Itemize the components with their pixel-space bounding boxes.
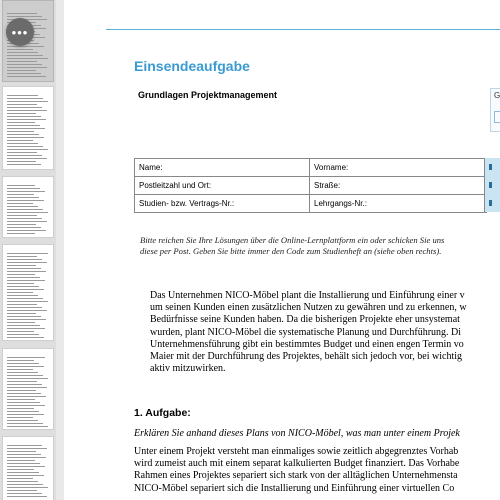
thumbnail-text-line: [7, 366, 44, 367]
thumbnail-text-line: [7, 101, 48, 102]
thumbnail-text-line: [7, 334, 39, 335]
thumbnail-text-line: [7, 328, 45, 329]
thumbnail-text-line: [7, 451, 36, 452]
thumbnail-text-line: [7, 185, 35, 186]
thumbnail-text-line: [7, 55, 43, 56]
thumbnail-text-line: [7, 256, 37, 257]
thumbnail-text-line: [7, 280, 45, 281]
table-side-column: [484, 158, 500, 212]
thumbnail-text-line: [7, 357, 45, 358]
thumbnail-text-line: [7, 113, 36, 114]
thumbnail-text-line: [7, 67, 47, 68]
thumbnail-text-line: [7, 393, 41, 394]
contract-number-field: Studien- bzw. Vertrags-Nr.:: [135, 195, 310, 213]
thumbnail-text-line: [7, 369, 33, 370]
first-name-field: Vorname:: [310, 159, 487, 177]
thumbnail-text-line: [7, 298, 43, 299]
thumbnail-text-line: [7, 164, 41, 165]
task-heading: 1. Aufgabe:: [134, 407, 191, 419]
thumbnail-text-line: [7, 149, 48, 150]
student-info-table: [134, 158, 487, 213]
task-question: Erklären Sie anhand dieses Plans von NICO-Möbel, was man unter einem Projek: [134, 428, 460, 439]
thumbnail-text-line: [7, 396, 46, 397]
thumbnail-text-line: [7, 337, 44, 338]
thumbnail-text-line: [7, 200, 44, 201]
thumbnail-text-line: [7, 212, 48, 213]
thumbnail-text-line: [7, 155, 42, 156]
text-line: wird zumeist auch mit einem separat kalkulierten Budget finanziert. Das Vorhabe: [134, 458, 460, 470]
thumbnail-text-line: [7, 104, 37, 105]
thumbnail-text-line: [7, 271, 46, 272]
thumbnail-text-line: [7, 277, 40, 278]
text-line: aktiv mitzuwirken.: [150, 363, 226, 375]
thumbnail-text-line: [7, 417, 33, 418]
document-subtitle: Grundlagen Projektmanagement: [138, 90, 278, 100]
page-thumbnail-4[interactable]: [2, 244, 54, 341]
thumbnail-text-line: [7, 463, 40, 464]
thumbnail-text-line: [7, 128, 45, 129]
thumbnail-text-line: [7, 209, 43, 210]
text-line: Das Unternehmen NICO-Möbel plant die Installierung und Einführung einer v: [150, 290, 465, 301]
thumbnail-text-line: [7, 110, 47, 111]
text-line: um seinen Kunden einen zusätzlichen Nutzen zu gewähren und zu erkennen, w: [150, 302, 467, 314]
page-thumbnail-3[interactable]: [2, 176, 54, 238]
thumbnail-text-line: [7, 454, 41, 455]
thumbnail-text-line: [7, 61, 37, 62]
answer-paragraph: [134, 446, 459, 495]
thumbnail-text-line: [7, 363, 39, 364]
thumbnail-text-line: [7, 402, 40, 403]
thumbnail-text-line: [7, 206, 38, 207]
thumbnail-text-line: [7, 490, 37, 491]
thumbnail-text-line: [7, 16, 42, 17]
thumbnail-text-line: [7, 301, 48, 302]
thumbnail-text-line: [7, 95, 38, 96]
thumbnail-text-line: [7, 319, 46, 320]
thumbnail-text-line: [7, 466, 45, 467]
thumbnail-text-line: [7, 107, 42, 108]
thumbnail-text-line: [7, 203, 33, 204]
thumbnail-text-line: [7, 307, 42, 308]
page-thumbnail-5[interactable]: [2, 348, 54, 430]
page-thumbnail-6[interactable]: [2, 436, 54, 500]
page-thumbnail-2[interactable]: [2, 86, 54, 170]
table-row: [135, 177, 487, 195]
name-field: Name:: [135, 159, 310, 177]
thumbnail-text-line: [7, 487, 48, 488]
thumbnail-text-line: [7, 387, 47, 388]
thumbnail-text-line: [7, 161, 36, 162]
thumbnail-text-line: [7, 125, 40, 126]
code-box-label: G: [494, 91, 500, 100]
thumbnail-text-line: [7, 484, 43, 485]
thumbnail-text-line: [7, 310, 47, 311]
text-line: Bedürfnisse seine Kunden haben. Da die bisherigen Projekte eher unsystemat: [150, 314, 460, 326]
thumbnail-text-line: [7, 295, 38, 296]
thumbnail-text-line: [7, 46, 44, 47]
thumbnail-text-line: [7, 283, 34, 284]
thumbnail-text-line: [7, 316, 41, 317]
thumbnail-text-line: [7, 313, 36, 314]
thumbnail-text-line: [7, 52, 38, 53]
thumbnail-text-line: [7, 265, 36, 266]
thumbnail-text-line: [7, 292, 33, 293]
thumbnail-text-line: [7, 378, 48, 379]
thumbnail-text-line: [7, 478, 33, 479]
thumbnail-text-line: [7, 331, 34, 332]
thumbnail-text-line: [7, 253, 48, 254]
thumbnail-text-line: [7, 137, 44, 138]
text-line: Unter einem Projekt versteht man einmaliges sowie zeitlich abgegrenztes Vorhab: [134, 446, 459, 457]
thumbnail-text-line: [7, 274, 35, 275]
submission-note: [140, 235, 494, 257]
thumbnail-text-line: [7, 493, 42, 494]
thumbnail-text-line: [7, 197, 39, 198]
table-row: [135, 195, 487, 213]
thumbnail-text-line: [7, 426, 48, 427]
thumbnail-text-line: [7, 218, 42, 219]
thumbnail-text-line: [7, 322, 35, 323]
thumbnail-text-line: [7, 194, 34, 195]
more-dots-icon: •••: [11, 24, 29, 40]
thumbnail-text-line: [7, 262, 47, 263]
code-input-box: [494, 111, 500, 123]
thumbnail-text-line: [7, 119, 46, 120]
thumbnail-text-line: [7, 405, 45, 406]
text-line: Unternehmensführung gibt ein bestimmtes Budget und einen engen Termin vo: [150, 338, 464, 350]
thumbnail-text-line: [7, 233, 35, 234]
thumbnail-text-line: [7, 381, 37, 382]
thumbnail-text-line: [7, 98, 43, 99]
thumbnail-text-line: [7, 116, 41, 117]
thumbnail-text-line: [7, 481, 38, 482]
intro-paragraph: [150, 290, 500, 375]
thumbnail-text-line: [7, 375, 43, 376]
header-rule: [106, 29, 500, 30]
thumbnail-text-line: [7, 360, 34, 361]
thumbnail-text-line: [7, 475, 44, 476]
thumbnail-text-line: [7, 227, 41, 228]
thumbnail-text-line: [7, 399, 35, 400]
thumbnail-text-line: [7, 73, 41, 74]
thumbnail-text-line: [7, 384, 42, 385]
document-page: [64, 0, 500, 500]
thumbnail-text-line: [7, 140, 33, 141]
thumbnail-text-line: [7, 143, 38, 144]
thumbnail-text-line: [7, 286, 39, 287]
thumbnail-text-line: [7, 472, 39, 473]
note-line: diese per Post. Geben Sie bitte immer den Code zum Studienheft an (siehe oben rechts).: [140, 246, 442, 256]
thumbnail-text-line: [7, 131, 34, 132]
thumbnail-text-line: [7, 191, 45, 192]
thumbnail-text-line: [7, 134, 39, 135]
thumbnail-text-line: [7, 469, 34, 470]
thumbnail-text-line: [7, 423, 43, 424]
thumbnail-text-line: [7, 49, 33, 50]
thumbnail-text-line: [7, 188, 40, 189]
text-line: Maier mit der Durchführung des Projektes, behält sich jedoch vor, bei wichtig: [150, 351, 463, 363]
text-line: NICO-Möbel separiert sich die Installierung und Einführung einer virtuellen Co: [134, 482, 455, 494]
thumbnail-text-line: [7, 221, 47, 222]
text-line: wurden, plant NICO-Möbel die systematische Planung und Durchführung. Di: [150, 326, 462, 338]
thumbnail-text-line: [7, 496, 47, 497]
thumbnail-text-line: [7, 304, 37, 305]
thumbnail-text-line: [7, 146, 43, 147]
thumbnail-text-line: [7, 158, 47, 159]
thumbnail-text-line: [7, 408, 34, 409]
thumbnail-text-line: [7, 122, 35, 123]
thumbnail-text-line: [7, 58, 48, 59]
thumbnail-text-line: [7, 224, 36, 225]
note-line: Bitte reichen Sie Ihre Lösungen über die Online-Lernplattform ein oder schicken Sie uns: [140, 235, 445, 245]
thumbnail-text-line: [7, 457, 46, 458]
document-title: Einsendeaufgabe: [134, 58, 250, 74]
thumbnail-text-line: [7, 372, 38, 373]
thumbnail-text-line: [7, 76, 46, 77]
thumbnail-text-line: [7, 215, 37, 216]
thumbnail-text-line: [7, 460, 35, 461]
thumbnail-text-line: [7, 230, 46, 231]
thumbnail-text-line: [7, 13, 37, 14]
sidebar-splitter[interactable]: [56, 0, 64, 500]
thumbnail-text-line: [7, 268, 41, 269]
thumbnail-text-line: [7, 411, 39, 412]
thumbnail-text-line: [7, 289, 44, 290]
course-number-field: Lehrgangs-Nr.:: [310, 195, 487, 213]
thumbnail-text-line: [7, 445, 42, 446]
thumbnail-text-line: [7, 414, 44, 415]
thumbnail-text-line: [7, 325, 40, 326]
text-line: Rahmen eines Projektes separiert sich stark von der alltäglichen Unternehmensta: [134, 470, 458, 482]
thumbnail-text-line: [7, 420, 38, 421]
thumbnail-text-line: [7, 259, 42, 260]
code-box: [490, 88, 500, 132]
thumbnail-text-line: [7, 152, 37, 153]
more-options-button[interactable]: [6, 18, 34, 46]
table-row: [135, 159, 487, 177]
thumbnail-text-line: [7, 390, 36, 391]
street-field: Straße:: [310, 177, 487, 195]
thumbnail-text-line: [7, 448, 47, 449]
thumbnail-text-line: [7, 64, 42, 65]
thumbnail-sidebar[interactable]: [0, 0, 57, 500]
thumbnail-text-line: [7, 70, 36, 71]
postal-city-field: Postleitzahl und Ort:: [135, 177, 310, 195]
